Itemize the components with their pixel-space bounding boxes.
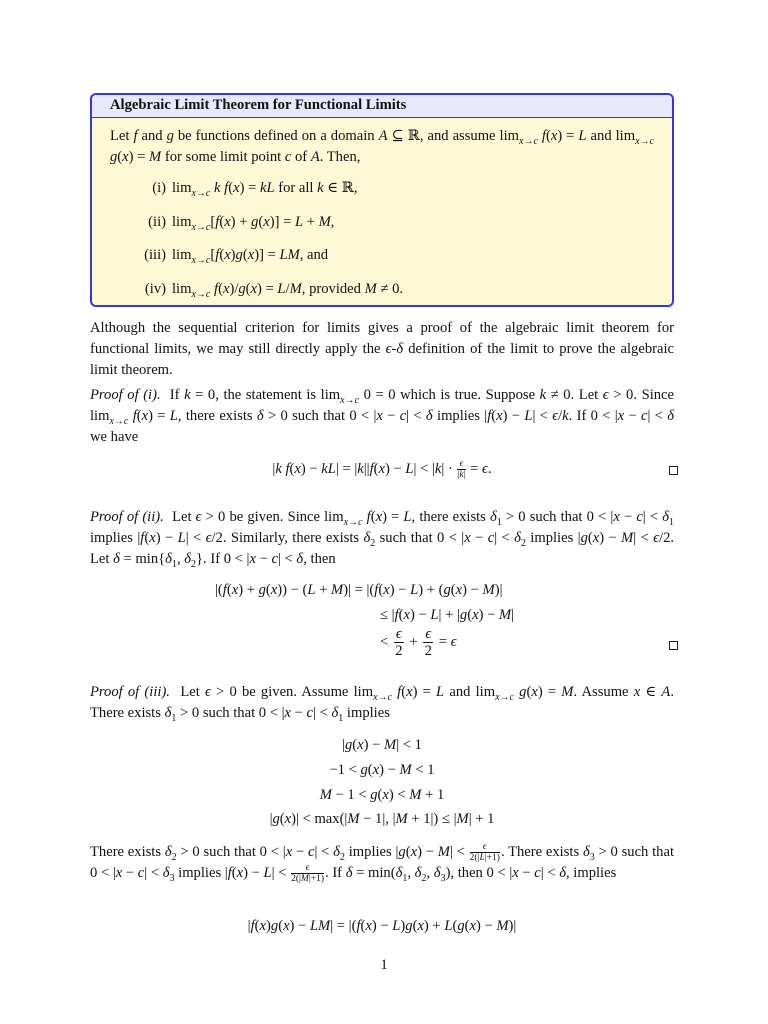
item-label: (iii)	[144, 247, 166, 263]
theorem-title: Algebraic Limit Theorem for Functional Limits	[92, 95, 672, 118]
proof-iii-heading: Proof of (iii).	[90, 684, 170, 700]
item-label: (iv)	[144, 280, 166, 297]
page-number: 1	[380, 957, 388, 973]
theorem-intro	[110, 126, 654, 168]
proof-iii-text: Let ϵ > 0 be given. Assume $\lim_{x\to c} f(x) = L$ and $\lim_{x\to c} g(x) = M$. Assume x ∈ A. There exists $\delta_1 > 0$ such that $0 < |x - c| < \delta_1$ implies	[90, 684, 674, 724]
theorem-item	[110, 178, 654, 212]
theorem-item	[110, 279, 654, 313]
proof-iii-paragraph	[90, 682, 674, 724]
proof-i-paragraph	[90, 385, 674, 448]
item-text: $\lim_{x\to c}[f(x)g(x)]$ = LM, and	[172, 247, 329, 266]
proof-iii-line-1: |g(x) − M| < 1	[342, 737, 422, 753]
item-label: (ii)	[148, 213, 166, 230]
proof-ii-line-1: |(f(x) + g(x)) − (L + M)| = |(f(x) − L) + (g(x) − M)|	[215, 582, 503, 598]
proof-i-text: If k = 0, the statement is $\lim_{x\to c} 0 = 0$ which is true. Suppose k ≠ 0. Let ϵ > 0. Since $\lim_{x\to c} f(x) = L$, there exists δ > 0 such that 0 < |x − c| < δ implies |f(x) − L| < ϵ/k. If 0 < |x − c| < δ we have	[90, 387, 674, 445]
qed-symbol	[669, 466, 678, 475]
proof-ii-paragraph	[90, 507, 674, 570]
proof-iii-paragraph-2: There exists $\delta_2 > 0$ such that $0 < |x - c| < \delta_2$ implies |g(x) − M| < $\frac{\epsilon}{2(|L|+1)}$ . There exists $\delta_3 > 0$ such that $0 < |x - c| < \delta_3$ implies |f(x) − L| < $\frac{\epsilon}{2(|M|+1)}$ . If $\delta = \min(\delta_1$, $\delta_2$, $\delta_3$), then 0 < |x − c| < δ, implies	[90, 842, 675, 885]
proof-i-display: |k f(x) − kL| = |k||f(x) − L| < |k| · $\frac{\epsilon}{|k|}$ = ϵ.	[272, 459, 492, 481]
proof-ii-text: Let ϵ > 0 be given. Since $\lim_{x\to c} f(x) = L$, there exists $\delta_1 > 0$ such that $0 < |x - c| < \delta_1$ implies |f(x) − L| < ϵ/2. Similarly, there exists $\delta_2$ such that $0 < |x - c| < \delta_2$ implies |g(x) − M| < ϵ/2. Let $\delta = \min\{\delta_1$, $\delta_2$}. If 0 < |x − c| < δ, then	[90, 509, 675, 570]
theorem-intro-text: Let f and g be functions defined on a domain A ⊆ ℝ, and assume $\lim_{x\to c} f(x) = L$ and $\lim_{x\to c} g(x) = M$ for some limit point c of A. Then,	[110, 128, 654, 165]
theorem-item	[110, 212, 654, 246]
theorem-box	[90, 93, 674, 307]
proof-iii-line-2: −1 < g(x) − M < 1	[329, 762, 435, 778]
item-text: $\lim_{x\to c}[f(x) + g(x)] = L + M$,	[172, 213, 335, 233]
proof-ii-heading: Proof of (ii).	[90, 509, 164, 525]
remark-paragraph: Although the sequential criterion for limits gives a proof of the algebraic limit theorem for functional limits, we may still directly apply the ϵ-δ definition of the limit to prove the algebraic limit theorem.	[90, 320, 674, 378]
theorem-items	[110, 178, 654, 312]
item-text: $\lim_{x\to c} k$ f(x) = kL for all k ∈ ℝ,	[172, 180, 358, 199]
proof-iii-line-4: |g(x)| < max(|M − 1|, |M + 1|) ≤ |M| + 1	[269, 811, 495, 827]
theorem-item	[110, 245, 654, 279]
proof-ii-line-2: ≤ |f(x) − L| + |g(x) − M|	[380, 607, 515, 623]
proof-iii-line-3: M − 1 < g(x) < M + 1	[319, 787, 445, 803]
proof-iii-display-2: |f(x)g(x) − LM| = |(f(x) − L)g(x) + L(g(x) − M)|	[247, 918, 517, 934]
proof-ii-line-3: < $\frac{\epsilon}{2}$ + $\frac{\epsilon}{2}$ = ϵ	[380, 626, 457, 659]
qed-symbol	[669, 641, 678, 650]
proof-i-heading: Proof of (i).	[90, 387, 161, 403]
theorem-body	[92, 118, 672, 312]
item-label: (i)	[152, 180, 166, 196]
item-text: $\lim_{x\to c} f(x)/g(x) = L/M$, provided M ≠ 0.	[172, 280, 404, 300]
